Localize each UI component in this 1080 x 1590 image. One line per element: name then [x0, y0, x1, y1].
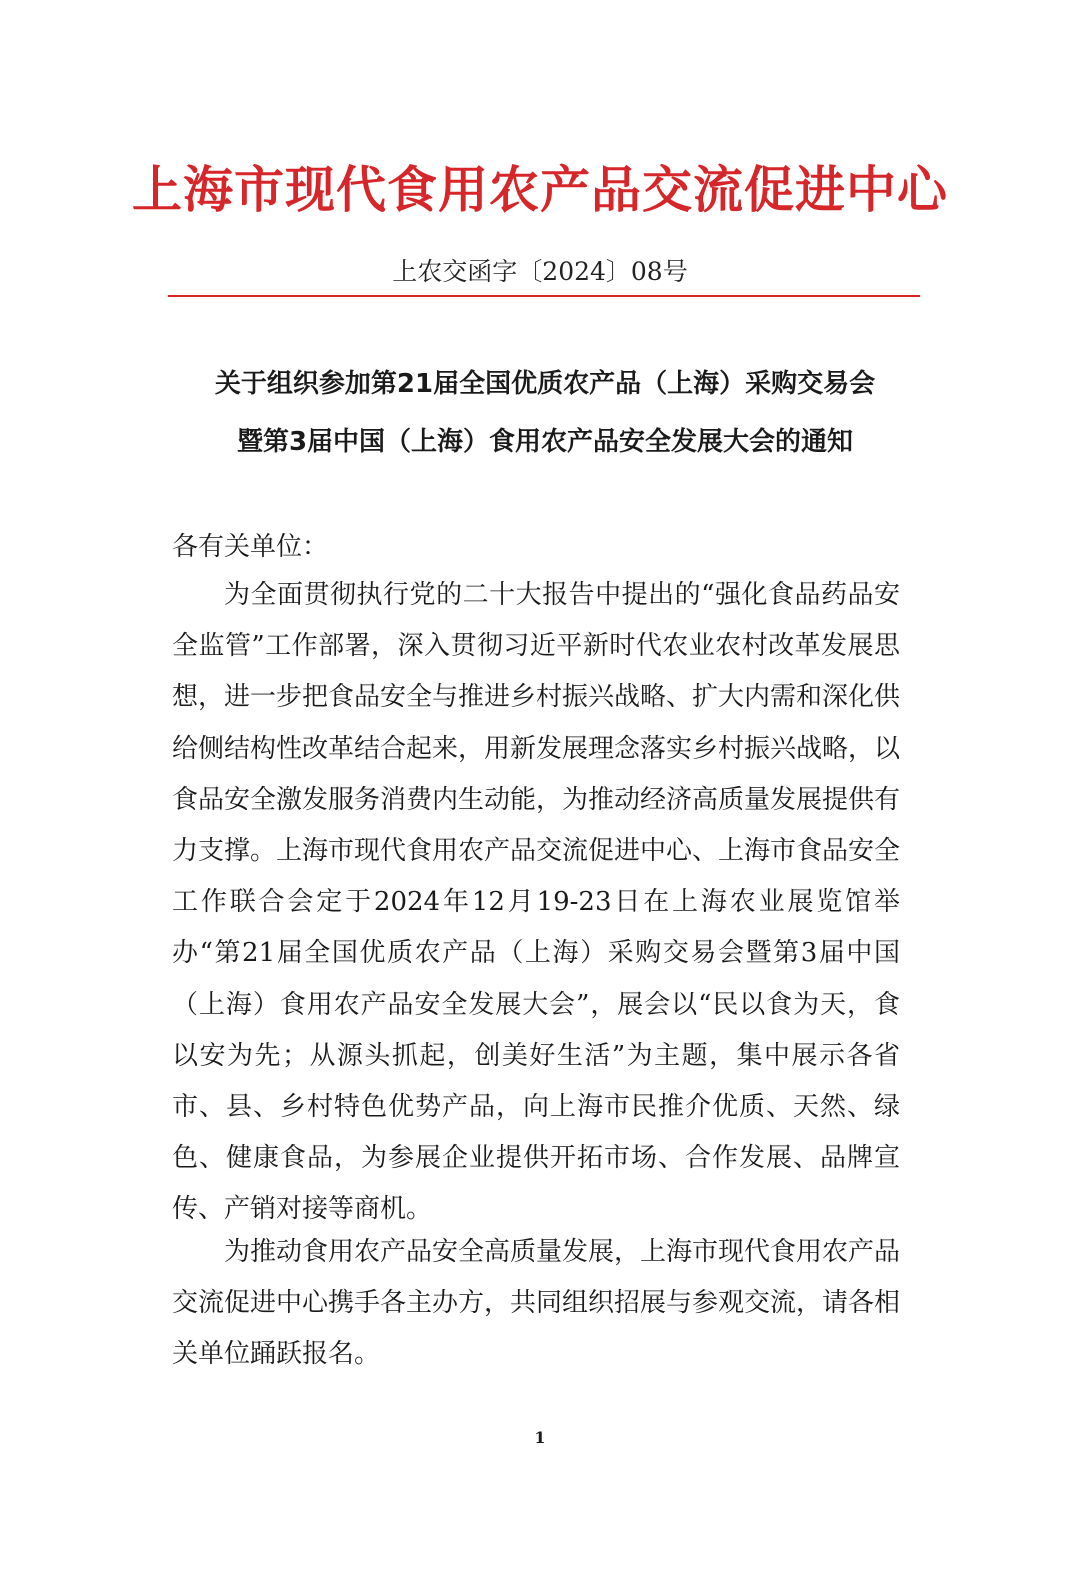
notice-title-line-2: 暨第3届中国（上海）食用农产品安全发展大会的通知	[236, 427, 854, 457]
body-paragraph-2: 为推动食用农产品安全高质量发展，上海市现代食用农产品交流促进中心携手各主办方，共同组织招展与参观交流，请各相关单位踊跃报名。	[172, 1237, 901, 1370]
salutation: 各有关单位：	[172, 532, 329, 562]
notice-title-line-1: 关于组织参加第21届全国优质农产品（上海）采购交易会	[214, 369, 876, 399]
body-paragraph-1: 为全面贯彻执行党的二十大报告中提出的“强化食品药品安全监管”工作部署，深入贯彻习近平新时代农业农村改革发展思想，进一步把食品安全与推进乡村振兴战略、扩大内需和深化供给侧结构性改革结合起来，用新发展理念落实乡村振兴战略，以食品安全激发服务消费内生动能，为推动经济高质量发展提供有力支撑。上海市现代食用农产品交流促进中心、上海市食品安全工作联合会定于2024年12月19-23日在上海农业展览馆举办“第21届全国优质农产品（上海）采购交易会暨第3届中国（上海）食用农产品安全发展大会”，展会以“民以食为天，食以安为先；从源头抓起，创美好生活”为主题，集中展示各省市、县、乡村特色优势产品，向上海市民推介优质、天然、绿色、健康食品，为参展企业提供开拓市场、合作发展、品牌宣传、产销对接等商机。	[172, 580, 901, 1225]
page-number: 1	[534, 1428, 546, 1447]
document-number: 上农交函字〔2024〕08号	[392, 257, 688, 286]
organization-header: 上海市现代食用农产品交流促进中心	[132, 161, 948, 219]
red-divider-line	[168, 295, 920, 297]
notice-title	[150, 355, 940, 471]
